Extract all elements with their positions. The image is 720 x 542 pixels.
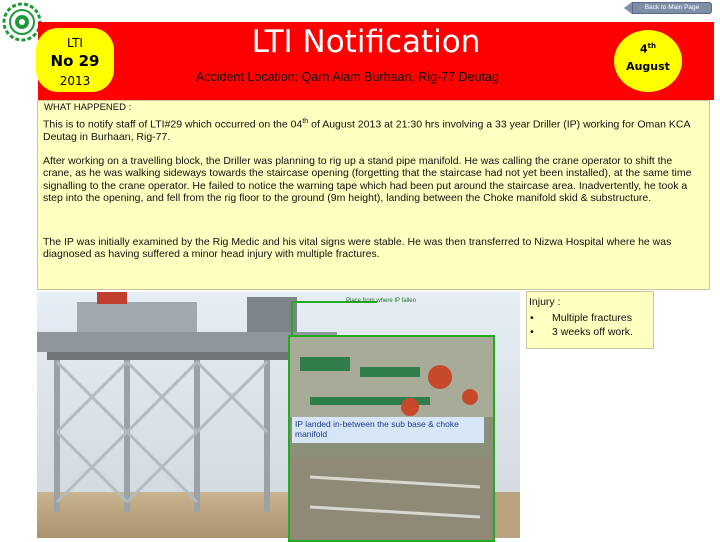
fall-location-label: Place from where IP fallen <box>346 298 416 304</box>
what-happened-paragraph-1: This is to notify staff of LTI#29 which occurred on the 04th of August 2013 at 21:30 hrs involving a 33 year Driller (IP) working for Oman KCA Deutag in Burhaan, Rig-77. <box>43 118 690 143</box>
injury-heading: Injury : <box>529 296 561 308</box>
lti-number-badge <box>36 28 114 92</box>
injury-item: • Multiple fractures <box>530 312 632 324</box>
badge-year: 2013 <box>59 74 91 88</box>
what-happened-heading: WHAT HAPPENED : <box>44 102 132 113</box>
date-month: August <box>626 59 670 73</box>
accident-location: Accident Location: Qarn Alam Burhaan, Rig-77 Deutag <box>196 70 499 84</box>
what-happened-paragraph-2: After working on a travelling block, the Driller was planning to rig up a stand pipe manifold. He was calling the crane operator to shift the crane, as he was walking sideways towards the staircase opening (forgetting that the staircase had not yet been installed), at the same time signalling to the crane operator. He failed to notice the warning tape which had been put around the staircase area. Inadvertently, he took a step into the opening, and fell from the rig floor to the ground (9m height), landing between the Choke manifold skid & substructure. <box>43 155 692 204</box>
injury-item: • 3 weeks off work. <box>530 326 633 338</box>
what-happened-paragraph-3: The IP was initially examined by the Rig Medic and his vital signs were stable. He was then transferred to Nizwa Hospital where he was diagnosed as having suffered a minor head injury with multiple fractures. <box>43 236 672 261</box>
badge-label: LTI <box>67 36 83 50</box>
date-badge <box>614 30 682 92</box>
date-day: 4 <box>640 42 648 56</box>
date-suffix: th <box>647 42 656 50</box>
back-to-main-button[interactable]: Back to Main Page <box>632 2 712 14</box>
page-title: LTI Notification <box>251 24 481 60</box>
badge-number: No 29 <box>50 52 100 70</box>
landing-location-label: IP landed in-between the sub base & choke manifold <box>292 417 484 443</box>
